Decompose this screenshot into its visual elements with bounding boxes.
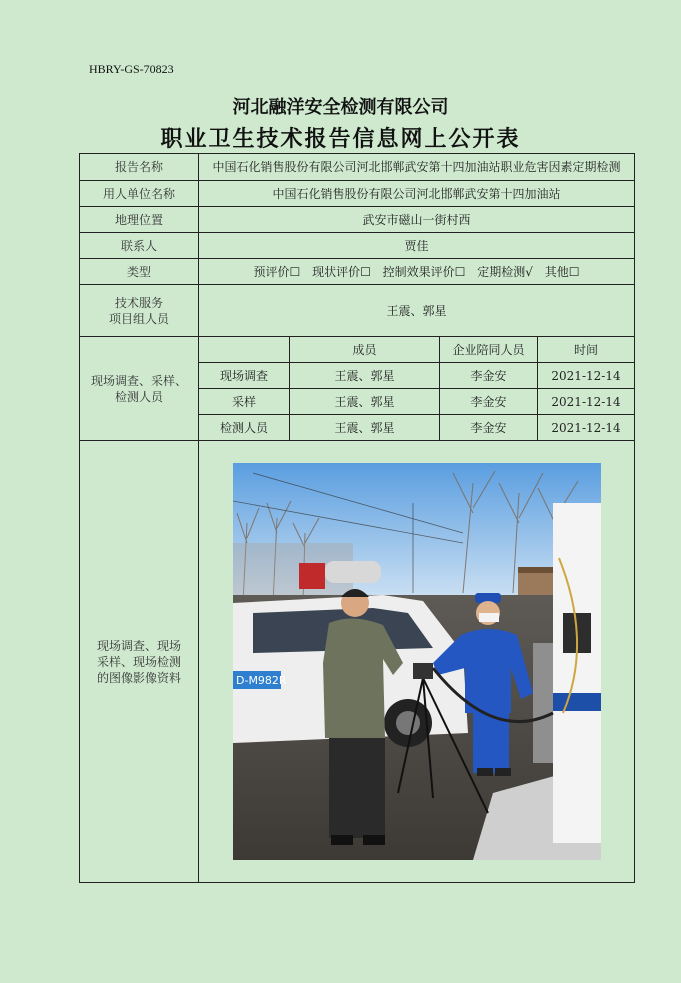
team-label-line2: 项目组人员 xyxy=(108,311,169,326)
survey-date: 2021-12-14 xyxy=(538,389,635,415)
type-option-status-evaluation: 现状评价☐ xyxy=(312,264,371,279)
document-id: HBRY-GS-70823 xyxy=(89,62,174,76)
survey-header-escort: 企业陪同人员 xyxy=(440,337,538,363)
survey-label xyxy=(80,337,199,441)
type-option-pre-evaluation: 预评价☐ xyxy=(253,264,301,279)
location-label: 地理位置 xyxy=(80,207,199,233)
row-photo xyxy=(80,441,635,883)
survey-header-members: 成员 xyxy=(290,337,440,363)
type-label: 类型 xyxy=(80,259,199,285)
photo-label-line3: 的图像影像资料 xyxy=(96,670,181,685)
survey-header-date: 时间 xyxy=(538,337,635,363)
site-photo xyxy=(233,463,601,860)
type-option-control-evaluation: 控制效果评价☐ xyxy=(382,264,466,279)
photo-cell xyxy=(199,441,635,883)
row-report-name xyxy=(80,154,635,181)
company-name: 河北融洋安全检测有限公司 xyxy=(232,97,449,118)
location-value: 武安市磁山一街村西 xyxy=(199,207,635,233)
contact-value: 贾佳 xyxy=(199,233,635,259)
page-title: 职业卫生技术报告信息网上公开表 xyxy=(160,126,521,152)
survey-label-line1: 现场调查、采样、 xyxy=(90,373,187,388)
row-employer xyxy=(80,181,635,207)
report-table xyxy=(79,153,635,883)
report-name-label: 报告名称 xyxy=(80,154,199,181)
survey-members: 王震、郭星 xyxy=(290,363,440,389)
survey-members: 王震、郭星 xyxy=(290,389,440,415)
car-plate: D-M982R xyxy=(235,674,287,687)
survey-date: 2021-12-14 xyxy=(538,415,635,441)
employer-value: 中国石化销售股份有限公司河北邯郸武安第十四加油站 xyxy=(199,181,635,207)
type-option-periodic-detection: 定期检测√ xyxy=(477,264,533,279)
team-value: 王震、郭星 xyxy=(199,285,635,337)
survey-escort: 李金安 xyxy=(440,415,538,441)
row-contact xyxy=(80,233,635,259)
team-label-line1: 技术服务 xyxy=(114,295,163,310)
photo-label xyxy=(80,441,199,883)
survey-escort: 李金安 xyxy=(440,389,538,415)
survey-header-row xyxy=(80,337,635,363)
team-label xyxy=(80,285,199,337)
survey-date: 2021-12-14 xyxy=(538,363,635,389)
type-option-other: 其他☐ xyxy=(544,264,580,279)
survey-stage: 采样 xyxy=(199,389,290,415)
report-name-value: 中国石化销售股份有限公司河北邯郸武安第十四加油站职业危害因素定期检测 xyxy=(199,154,635,181)
contact-label: 联系人 xyxy=(80,233,199,259)
survey-members: 王震、郭星 xyxy=(290,415,440,441)
row-type xyxy=(80,259,635,285)
survey-stage: 检测人员 xyxy=(199,415,290,441)
type-options xyxy=(199,259,635,285)
employer-label: 用人单位名称 xyxy=(80,181,199,207)
row-team xyxy=(80,285,635,337)
photo-label-line1: 现场调查、现场 xyxy=(96,638,181,653)
photo-label-line2: 采样、现场检测 xyxy=(96,654,181,669)
survey-header-stage xyxy=(199,337,290,363)
row-location xyxy=(80,207,635,233)
survey-escort: 李金安 xyxy=(440,363,538,389)
survey-label-line2: 检测人员 xyxy=(114,389,163,404)
survey-stage: 现场调查 xyxy=(199,363,290,389)
